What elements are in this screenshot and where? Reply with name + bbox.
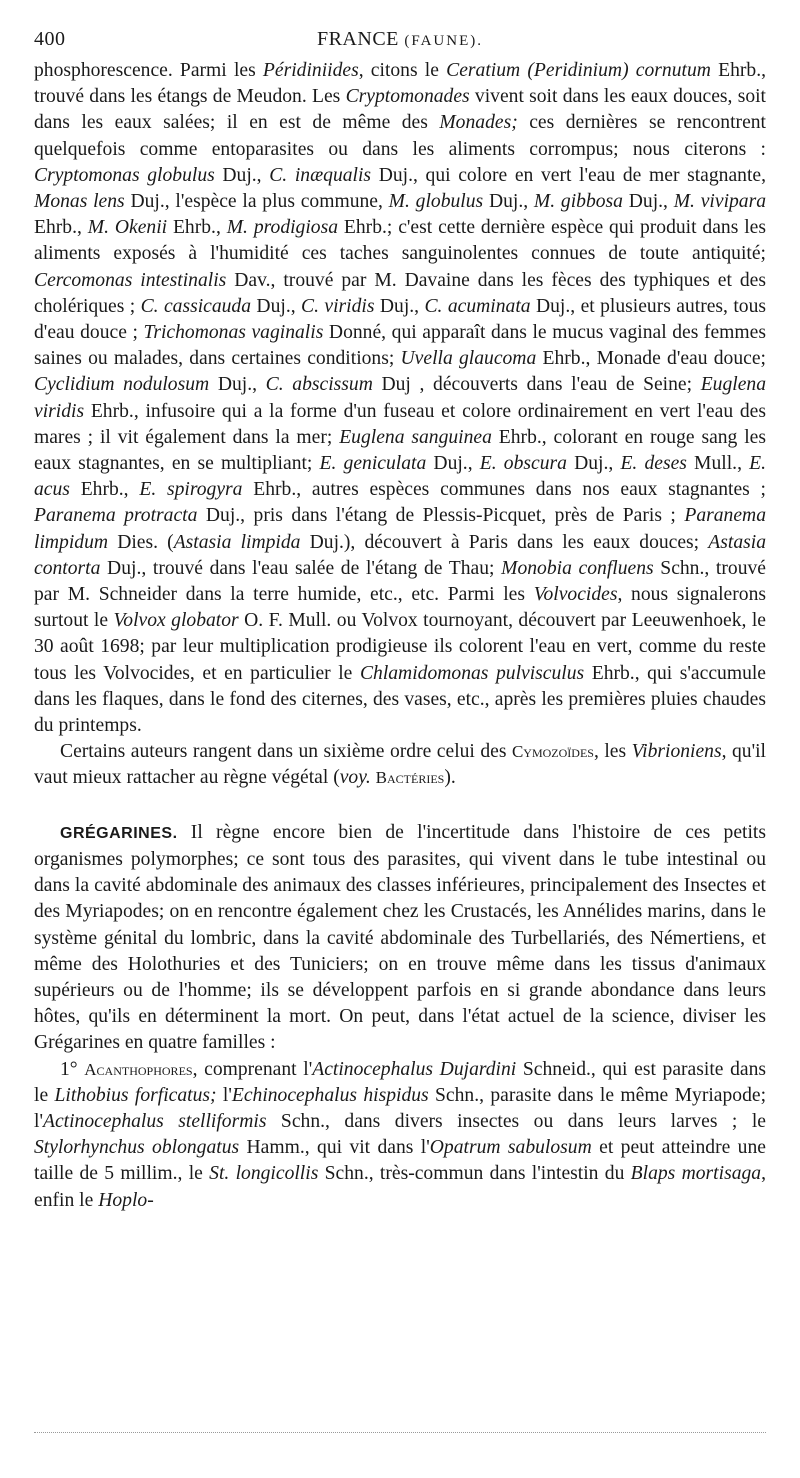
text-run: Certains auteurs rangent dans un sixième ordre celui des xyxy=(60,741,512,763)
taxon-name: Monas lens xyxy=(34,191,125,213)
running-header xyxy=(34,24,766,58)
text-run: Acanthophores xyxy=(84,1059,193,1079)
taxon-name: C. cassicauda xyxy=(140,295,252,317)
taxon-name: M. Okenii xyxy=(87,217,168,239)
section-gap xyxy=(34,792,766,820)
text-run: vivent soit dans les eaux douces, soit dans les eaux salées; il en est de même des xyxy=(34,86,766,134)
text-run: Ehrb., xyxy=(167,217,227,239)
text-run: ces dernières se rencontrent quelquefois comme entoparasites ou dans les aliments corrompus; nous citerons : xyxy=(34,112,767,160)
text-run: Schn., très-commun dans l'intestin du xyxy=(318,1163,631,1185)
taxon-name: Vibrioniens xyxy=(631,741,722,763)
taxon-name: Lithobius forficatus; xyxy=(54,1084,217,1106)
taxon-name: E. deses xyxy=(620,453,687,475)
text-run: , les xyxy=(593,741,632,763)
text-run: Ehrb.; c'est cette dernière espèce qui produit dans les aliments exposés à l'humidité ces taches sanguinolentes connues de toute antiquité; xyxy=(34,217,766,265)
text-run: Schn., parasite dans le même Myriapode; l' xyxy=(34,1084,767,1132)
taxon-name: Uvella glaucoma xyxy=(400,348,537,370)
taxon-name: E. geniculata xyxy=(319,453,427,475)
taxon-name: Monobia confluens xyxy=(501,557,654,579)
taxon-name: Volvox globator xyxy=(113,610,239,632)
taxon-name: Paranema limpidum xyxy=(34,505,766,553)
text-run: , citons le xyxy=(358,60,447,81)
taxon-name: voy. xyxy=(339,767,371,789)
text-run: Schn., trouvé par M. Schneider dans la terre humide, etc., etc. Parmi les xyxy=(34,557,766,606)
text-run: Hamm., qui vit dans l' xyxy=(239,1137,430,1159)
taxon-name: E. acus xyxy=(34,453,766,501)
taxon-name: Euglena sanguinea xyxy=(339,426,492,448)
text-run: Il règne encore bien de l'incertitude dans l'histoire de ces petits organismes polymorphes; ce sont tous des parasites, qui vivent dans le tube intestinal ou dans la cavité abdominale des animaux des classes inférieures, principalement des Insectes et des Myriapodes; on en rencontre également chez les Crustacés, les Annélides marins, dans le système génital du lombric, dans la cavité abdominale des Turbellariés, des Némertiens, et même des Holothuries et des Tuniciers; on en trouve même dans les tissus d'animaux supérieurs ou de l'homme; ils se développent parfois en si grande abondance dans leurs hôtes, qu'ils en déterminent la mort. On peut, dans l'état actuel de la science, diviser les Grégarines en quatre familles : xyxy=(34,821,766,1054)
taxon-name: Echinocephalus hispidus xyxy=(231,1084,429,1106)
paragraph-gregarines xyxy=(34,820,766,1057)
taxon-name: Ceratium (Peridinium) cornutum xyxy=(446,60,711,81)
text-run: Duj., xyxy=(374,295,425,317)
text-run: Dav., trouvé par M. Davaine dans les fèces des typhiques et des cholériques ; xyxy=(34,269,766,317)
text-run: O. F. Mull. ou Volvox tournoyant, découvert par Leeuwenhoek, le 30 août 1698; par leur multiplication prodigieuse ils colorent l'eau en vert, comme du reste tous les Volvocides, et en particulier le xyxy=(34,610,766,684)
taxon-name: Astasia limpida xyxy=(173,531,301,553)
taxon-name: C. inæqualis xyxy=(269,164,372,186)
text-run: Dies. ( xyxy=(108,531,174,553)
taxon-name: Cercomonas intestinalis xyxy=(34,269,227,291)
taxon-name: Péridiniides xyxy=(262,60,359,81)
text-run: Duj., l'espèce la plus commune, xyxy=(124,191,389,213)
text-run: Duj., xyxy=(622,191,674,213)
page xyxy=(34,24,766,1214)
text-run: Ehrb., Monade d'eau douce; xyxy=(536,348,766,370)
text-run: l' xyxy=(216,1084,232,1106)
taxon-name: Astasia contorta xyxy=(34,531,766,579)
page-number: 400 xyxy=(34,28,66,50)
text-run: Duj., xyxy=(251,295,302,317)
text-run: et peut atteindre une taille de 5 millim., le xyxy=(34,1137,766,1185)
text-run: , comprenant l' xyxy=(192,1058,313,1080)
taxon-name: M. gibbosa xyxy=(533,191,623,213)
paragraph-acanthophores xyxy=(34,1057,766,1214)
taxon-name: Euglena viridis xyxy=(34,374,766,422)
taxon-name: Cyclidium nodulosum xyxy=(34,374,210,396)
taxon-name: E. spirogyra xyxy=(139,479,243,501)
taxon-name: C. abscissum xyxy=(265,374,373,396)
taxon-name: Monades; xyxy=(439,112,518,134)
taxon-name: C. acuminata xyxy=(424,295,531,317)
taxon-name: Stylorhynchus oblongatus xyxy=(34,1137,240,1159)
text-run: Ehrb., trouvé dans les étangs de Meudon. Les xyxy=(34,60,766,108)
taxon-name: Trichomonas vaginalis xyxy=(143,322,324,344)
taxon-name: Cryptomonas globulus xyxy=(34,164,215,186)
taxon-name: Actinocephalus Dujardini xyxy=(312,1058,517,1080)
text-run: Ehrb., qui s'accumule dans les flaques, dans le fond des citernes, des vases, etc., après les premières pluies chaudes du printemps. xyxy=(34,662,767,737)
text-run: Duj., pris dans l'étang de Plessis-Picquet, près de Paris ; xyxy=(197,505,685,527)
running-title-sub: (FAUNE). xyxy=(404,33,484,49)
taxon-name: Volvocides xyxy=(533,584,618,606)
taxon-name: Actinocephalus stelliformis xyxy=(42,1110,267,1132)
text-run: Donné, qui apparaît dans le mucus vaginal des femmes saines ou malades, dans certaines conditions; xyxy=(34,322,766,370)
taxon-name: Opatrum sabulosum xyxy=(429,1137,592,1159)
taxon-name: Paranema protracta xyxy=(34,505,198,527)
text-run: Duj., xyxy=(566,453,621,475)
text-run: Duj.), découvert à Paris dans les eaux douces; xyxy=(300,531,709,553)
text-run: Duj., xyxy=(483,191,534,213)
taxon-name: Blaps mortisaga xyxy=(630,1163,762,1185)
paragraph-cymozoides xyxy=(34,739,766,791)
running-title-main: FRANCE xyxy=(316,28,399,50)
text-run: phosphorescence. Parmi les xyxy=(34,60,263,81)
text-run: Ehrb., colorant en rouge sang les eaux stagnantes, en se multipliant; xyxy=(34,426,766,475)
taxon-name: M. globulus xyxy=(388,191,484,213)
text-run: Ehrb., xyxy=(69,479,140,501)
text-run: Ehrb., infusoire qui a la forme d'un fuseau et colore ordinairement en vert l'eau des mares ; il vit également dans la mer; xyxy=(34,400,766,448)
paragraph-protozoa-list xyxy=(34,58,766,739)
taxon-name: E. obscura xyxy=(479,453,567,475)
text-run: ). xyxy=(444,767,456,789)
text-run: Ehrb., autres espèces communes dans nos eaux stagnantes ; xyxy=(242,479,766,501)
text-run: Schn., dans divers insectes ou dans leurs larves ; le xyxy=(266,1110,766,1132)
text-run: 1° xyxy=(60,1058,85,1080)
text-run: Duj., xyxy=(426,453,480,475)
text-run: Duj., trouvé dans l'eau salée de l'étang de Thau; xyxy=(100,557,502,579)
text-run: Mull., xyxy=(686,453,750,475)
taxon-name: St. longicollis xyxy=(209,1163,319,1185)
text-run: Duj., qui colore en vert l'eau de mer stagnante, xyxy=(371,164,767,186)
taxon-name: C. viridis xyxy=(301,295,375,317)
text-run: , nous signalerons surtout le xyxy=(34,584,766,632)
taxon-name: Cryptomonades xyxy=(345,86,470,108)
text-run: Duj., xyxy=(214,164,270,186)
section-heading: GRÉGARINES. xyxy=(60,824,178,842)
text-run: Bactéries xyxy=(375,768,445,788)
text-run: , qu'il vaut mieux rattacher au règne végétal ( xyxy=(34,741,767,789)
text-run: Duj , découverts dans l'eau de Seine; xyxy=(372,374,701,396)
taxon-name: Hoplo- xyxy=(98,1189,154,1211)
text-run: Schneid., qui est parasite dans le xyxy=(34,1058,767,1106)
footer-rule xyxy=(34,1432,766,1433)
taxon-name: Chlamidomonas pulvisculus xyxy=(359,662,585,684)
running-title xyxy=(34,28,766,51)
text-run: Cymozoïdes xyxy=(511,742,594,762)
text-run: , enfin le xyxy=(34,1163,766,1211)
text-run: Duj., et plusieurs autres, tous d'eau douce ; xyxy=(34,295,767,344)
taxon-name: M. prodigiosa xyxy=(226,217,339,239)
text-run: Ehrb., xyxy=(34,217,88,239)
taxon-name: M. vivipara xyxy=(673,191,767,213)
text-run: Duj., xyxy=(209,374,266,396)
